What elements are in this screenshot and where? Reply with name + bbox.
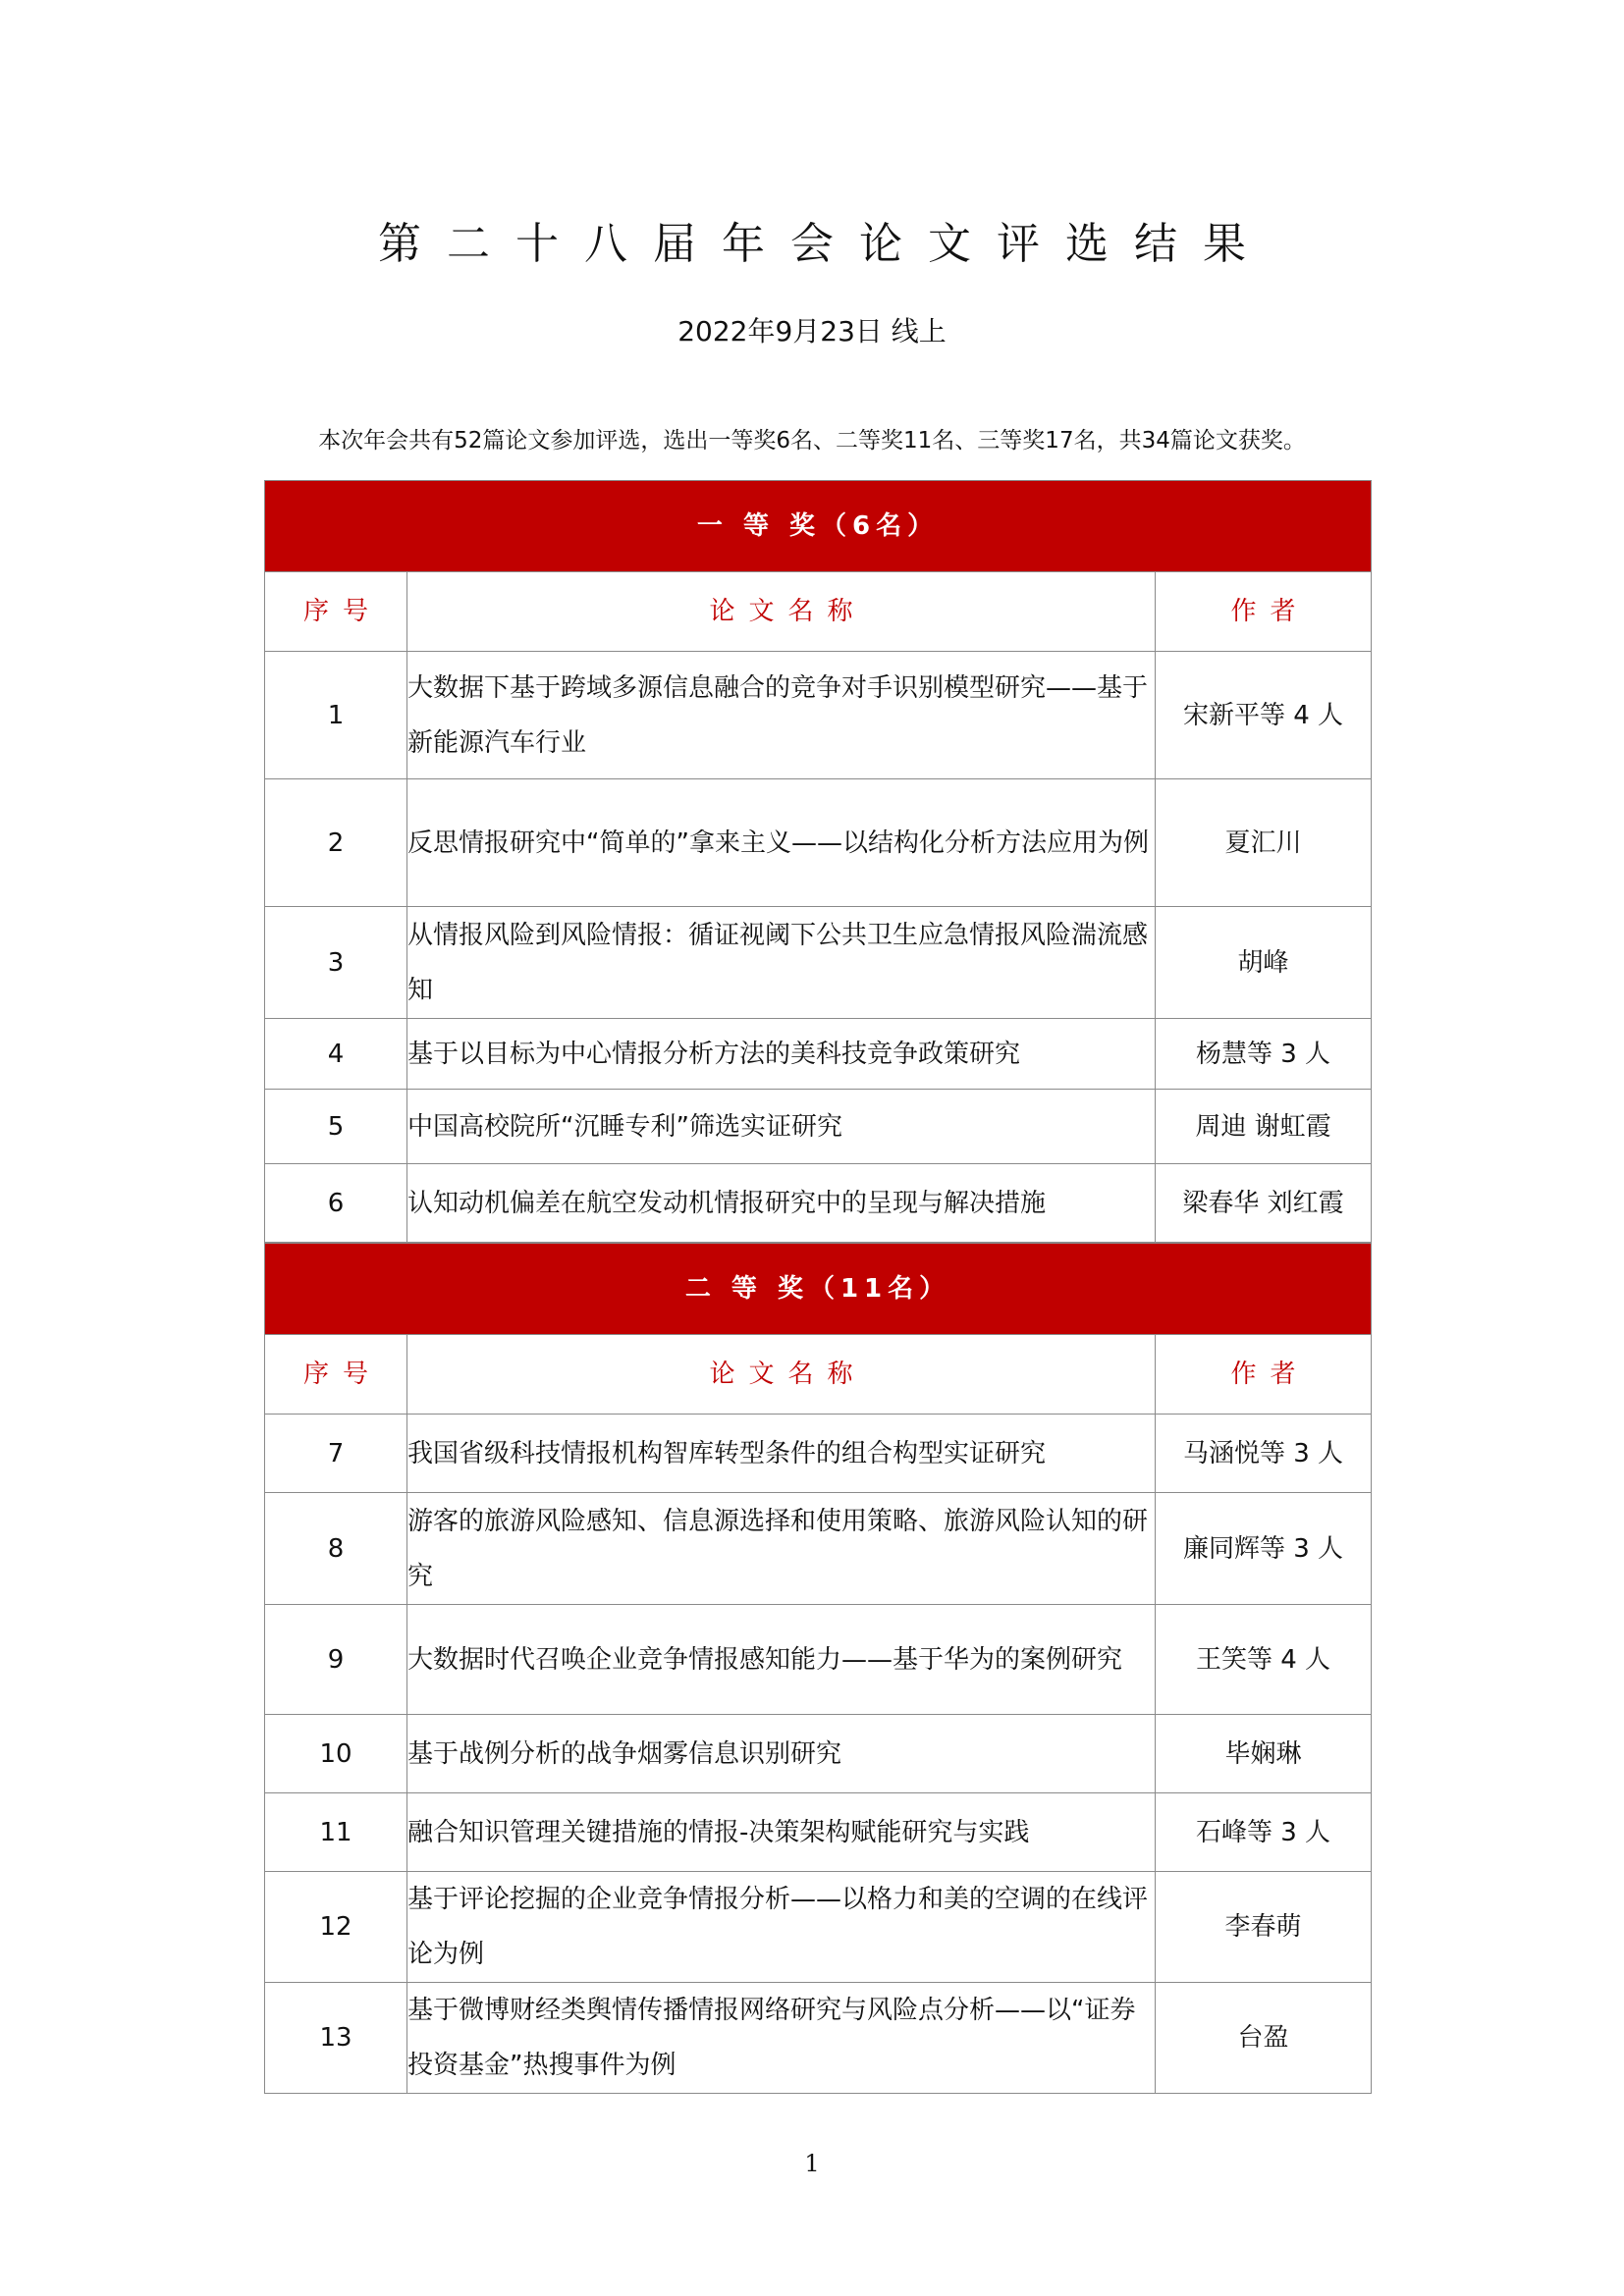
row-no: 2 bbox=[265, 779, 407, 907]
awards-tables bbox=[264, 480, 1371, 2094]
row-no: 4 bbox=[265, 1019, 407, 1090]
row-no: 7 bbox=[265, 1415, 407, 1493]
row-no: 12 bbox=[265, 1872, 407, 1983]
row-title: 基于以目标为中心情报分析方法的美科技竞争政策研究 bbox=[407, 1019, 1156, 1090]
row-title: 从情报风险到风险情报：循证视阈下公共卫生应急情报风险湍流感知 bbox=[407, 907, 1156, 1019]
row-title: 大数据时代召唤企业竞争情报感知能力——基于华为的案例研究 bbox=[407, 1605, 1156, 1715]
award-band-label: 二 等 奖（11名） bbox=[265, 1244, 1372, 1335]
header-title: 论文名称 bbox=[407, 572, 1156, 652]
row-no: 5 bbox=[265, 1090, 407, 1164]
award-table-first bbox=[264, 480, 1372, 1243]
table-row bbox=[265, 1793, 1372, 1872]
row-title: 基于战例分析的战争烟雾信息识别研究 bbox=[407, 1715, 1156, 1793]
header-title: 论文名称 bbox=[407, 1335, 1156, 1415]
row-no: 6 bbox=[265, 1164, 407, 1243]
row-author: 李春萌 bbox=[1156, 1872, 1372, 1983]
row-title: 我国省级科技情报机构智库转型条件的组合构型实证研究 bbox=[407, 1415, 1156, 1493]
row-no: 8 bbox=[265, 1493, 407, 1605]
row-author: 胡峰 bbox=[1156, 907, 1372, 1019]
table-row bbox=[265, 779, 1372, 907]
row-author: 毕娴琳 bbox=[1156, 1715, 1372, 1793]
award-band bbox=[265, 481, 1372, 572]
header-no: 序号 bbox=[265, 572, 407, 652]
row-title: 游客的旅游风险感知、信息源选择和使用策略、旅游风险认知的研究 bbox=[407, 1493, 1156, 1605]
row-author: 宋新平等 4 人 bbox=[1156, 652, 1372, 779]
row-title: 基于评论挖掘的企业竞争情报分析——以格力和美的空调的在线评论为例 bbox=[407, 1872, 1156, 1983]
table-row bbox=[265, 1605, 1372, 1715]
table-row bbox=[265, 907, 1372, 1019]
intro-paragraph: 本次年会共有52篇论文参加评选，选出一等奖6名、二等奖11名、三等奖17名，共34篇论文获奖。 bbox=[318, 428, 1306, 454]
row-title: 基于微博财经类舆情传播情报网络研究与风险点分析——以“证券投资基金”热搜事件为例 bbox=[407, 1983, 1156, 2094]
row-author: 石峰等 3 人 bbox=[1156, 1793, 1372, 1872]
award-band bbox=[265, 1244, 1372, 1335]
award-band-label: 一 等 奖（6名） bbox=[265, 481, 1372, 572]
row-no: 9 bbox=[265, 1605, 407, 1715]
column-header-row bbox=[265, 572, 1372, 652]
row-author: 夏汇川 bbox=[1156, 779, 1372, 907]
row-author: 周迪 谢虹霞 bbox=[1156, 1090, 1372, 1164]
table-row bbox=[265, 1715, 1372, 1793]
table-row bbox=[265, 1019, 1372, 1090]
header-author: 作者 bbox=[1156, 572, 1372, 652]
row-no: 3 bbox=[265, 907, 407, 1019]
row-no: 11 bbox=[265, 1793, 407, 1872]
row-author: 杨慧等 3 人 bbox=[1156, 1019, 1372, 1090]
page-number: 1 bbox=[804, 2150, 820, 2177]
award-table-second bbox=[264, 1243, 1372, 2094]
row-author: 廉同辉等 3 人 bbox=[1156, 1493, 1372, 1605]
row-author: 马涵悦等 3 人 bbox=[1156, 1415, 1372, 1493]
document-title: 第二十八届年会论文评选结果 bbox=[378, 219, 1272, 269]
row-title: 认知动机偏差在航空发动机情报研究中的呈现与解决措施 bbox=[407, 1164, 1156, 1243]
header-no: 序号 bbox=[265, 1335, 407, 1415]
header-author: 作者 bbox=[1156, 1335, 1372, 1415]
row-author: 梁春华 刘红霞 bbox=[1156, 1164, 1372, 1243]
table-row bbox=[265, 1090, 1372, 1164]
column-header-row bbox=[265, 1335, 1372, 1415]
row-title: 大数据下基于跨域多源信息融合的竞争对手识别模型研究——基于新能源汽车行业 bbox=[407, 652, 1156, 779]
row-author: 台盈 bbox=[1156, 1983, 1372, 2094]
row-title: 反思情报研究中“简单的”拿来主义——以结构化分析方法应用为例 bbox=[407, 779, 1156, 907]
table-row bbox=[265, 1493, 1372, 1605]
document-subtitle: 2022年9月23日 线上 bbox=[677, 315, 947, 347]
row-title: 融合知识管理关键措施的情报-决策架构赋能研究与实践 bbox=[407, 1793, 1156, 1872]
row-no: 13 bbox=[265, 1983, 407, 2094]
row-no: 10 bbox=[265, 1715, 407, 1793]
table-row bbox=[265, 1164, 1372, 1243]
row-title: 中国高校院所“沉睡专利”筛选实证研究 bbox=[407, 1090, 1156, 1164]
row-author: 王笑等 4 人 bbox=[1156, 1605, 1372, 1715]
table-row bbox=[265, 652, 1372, 779]
table-row bbox=[265, 1415, 1372, 1493]
row-no: 1 bbox=[265, 652, 407, 779]
table-row bbox=[265, 1872, 1372, 1983]
table-row bbox=[265, 1983, 1372, 2094]
